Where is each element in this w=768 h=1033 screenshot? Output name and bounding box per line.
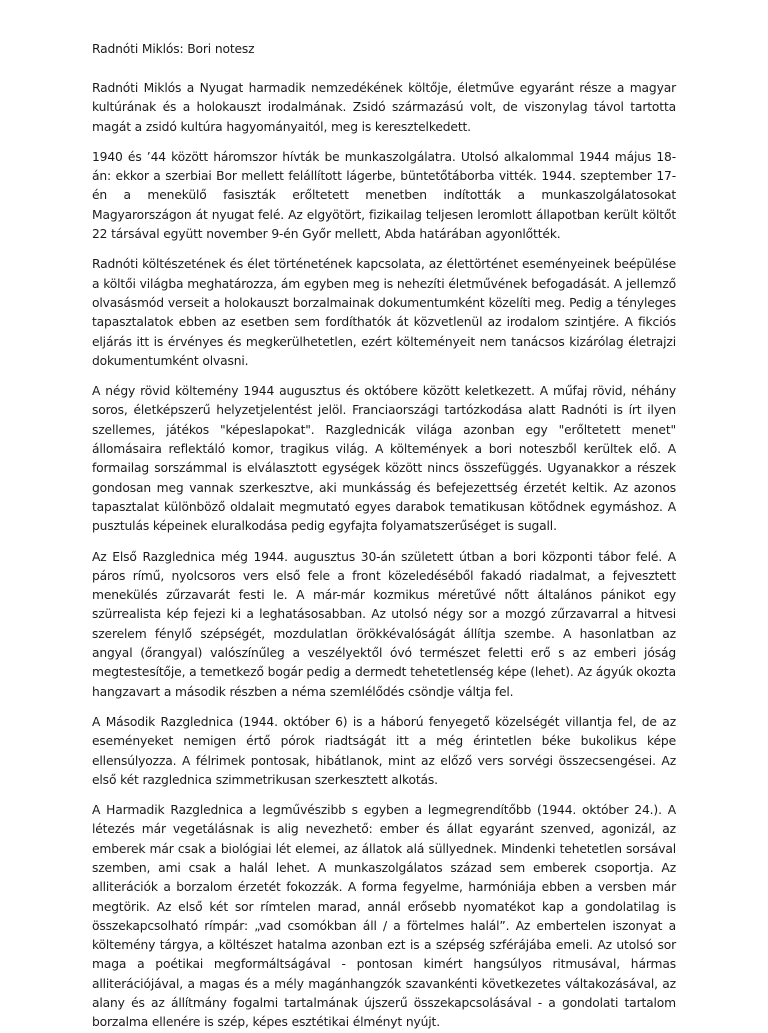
paragraph-third-razglednica: A Harmadik Razglednica a legművészibb s egyben a legmegrendítőbb (1944. október 24.). A létezés már vegetálásnak is alig nevezhető: ember és állat egyaránt szenved, agonizál, az emberek már csak a biológiai lét elemei, az állatok alá süllyednek. Mindenki tehetetlen sorsával szemben, ami csak a halál lehet. A munkaszolgálatos század sem emberek csoportja. Az alliterációk a borzalom érzetét fokozzák. A forma fegyelme, harmóniája ebben a versben már megtörik. Az első két sor rímtelen marad, annál erősebb nyomatékot kap a gondolatilag is összekapcsolható rímpár: „vad csomókban áll / a förtelmes halál”. Az embertelen iszonyat a költemény tárgya, a költészet hatalma azonban ezt is a szépség szférájába emeli. Az utolsó sor maga a poétikai megformáltságával - pontosan kimért hangsúlyos ritmusával, hármas alliterációjával, a magas és a mély magánhangzók szavankénti következetes váltakozásával, az alany és az állítmány fogalmi tartalmának újszerű összekapcsolásával - a gondolati tartalom borzalma ellenére is szép, képes esztétikai élményt nyújt. bbox=[92, 803, 676, 1030]
paragraph-second-razglednica: A Második Razglednica (1944. október 6) is a háború fenyegető közelségét villantja fel, de az eseményeket nemigen értő pórok riadtságát itt a még érintetlen béke bukolikus képe ellensúlyozza. A félrimek pontosak, hibátlanok, mint az előző vers sorvégi összecsengései. Az első két razglednica szimmetrikusan szerkesztett alkotás. bbox=[92, 714, 676, 787]
document-title: Radnóti Miklós: Bori notesz bbox=[92, 42, 255, 56]
paragraph-intro: Radnóti Miklós a Nyugat harmadik nemzedékének költője, életműve egyaránt része a magyar kultúrának és a holokauszt irodalmának. Zsidó származású volt, de viszonylag távol tartotta magát a zsidó kultúra hagyományaitól, meg is keresztelkedett. bbox=[92, 81, 676, 134]
paragraph-four-poems: A négy rövid költemény 1944 augusztus és októbere között keletkezett. A műfaj rövid, néhány soros, életképszerű helyzetjelentést jelöl. Franciaországi tartózkodása alatt Radnóti is írt ilyen szellemes, játékos "képeslapokat". Razglednicák világa azonban egy "erőltetett menet" állomásaira reflektáló komor, tragikus világ. A költemények a bori noteszből kerültek elő. A formailag sorszámmal is elválasztott egységek között nincs összefüggés. Ugyanakkor a részek gondosan meg vannak szerkesztve, aki munkásság és befejezettség érzetét keltik. Az azonos tapasztalat különböző oldalait megmutató egyes darabok tematikusan kötődnek egymáshoz. A pusztulás képeinek eluralkodása pedig egyfajta folyamatszerűséget is sugall. bbox=[92, 384, 676, 534]
paragraph-labor-service: 1940 és ’44 között háromszor hívták be munkaszolgálatra. Utolsó alkalommal 1944 május 18-án: ekkor a szerbiai Bor mellett felállított lágerbe, büntetőtáborba vitték. 1944. szeptember 17-én a menekülő fasiszták erőltetett menetben indították a munkaszolgálatosokat Magyarországon át nyugat felé. Az elgyötört, fizikailag teljesen leromlott állapotban került költőt 22 társával együtt november 9-én Győr mellett, Abda határában agyonlőtték. bbox=[92, 149, 676, 242]
paragraph-poetry-and-life: Radnóti költészetének és élet történetének kapcsolata, az élettörténet eseményeinek beépülése a költői világba meghatározza, ám egyben meg is nehezíti életművének befogadását. A jellemző olvasásmód verseit a holokauszt borzalmainak dokumentumként közelíti meg. Pedig a tényleges tapasztalatok ebben az esetben sem fordíthatók át közvetlenül az irodalom szintjére. A fikciós eljárás itt is érvényes és megkerülhetetlen, ezért költeményeit nem tanácsos kizárólag életrajzi dokumentumként olvasni. bbox=[92, 257, 676, 368]
paragraph-first-razglednica: Az Első Razglednica még 1944. augusztus 30-án született útban a bori központi tábor felé. A páros rímű, nyolcsoros vers első fele a front közeledéséből fakadó riadalmat, a fejvesztett menekülés zűrzavarát festi le. A már-már kozmikus méretűvé nőtt általános pánikot egy szürrealista kép fejezi ki a leghatásosabban. Az utolsó négy sor a mozgó zűrzavarral a hitvesi szerelem fénylő szépségét, mozdulatlan örökkévalóságát állítja szembe. A hasonlatban az angyal (őrangyal) valószínűleg a veszélyektől óvó természet feletti erő s az emberi jóság megtestesítője, a temetkező bogár pedig a dermedt tehetetlenség képe (lehet). Az ágyúk okozta hangzavart a második részben a néma szemlélődés csöndje váltja fel. bbox=[92, 549, 676, 699]
